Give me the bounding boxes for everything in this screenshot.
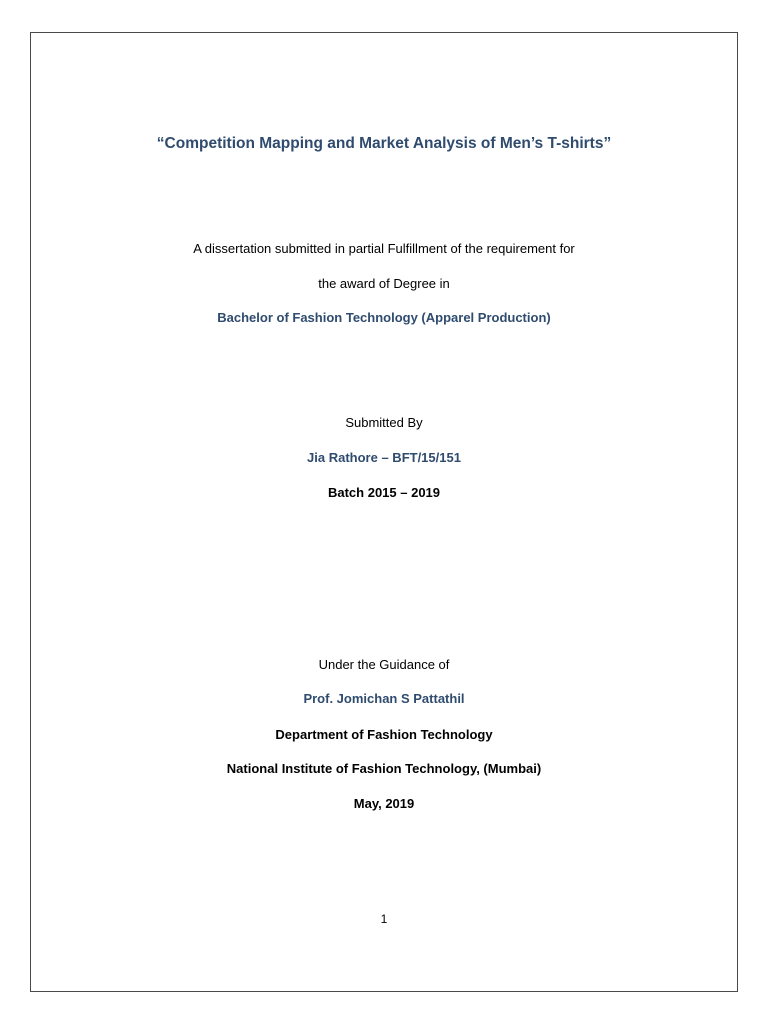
dissertation-statement-line-2: the award of Degree in [318, 276, 450, 291]
department-name: Department of Fashion Technology [275, 727, 493, 742]
submitted-by-label: Submitted By [345, 415, 423, 430]
institute-name: National Institute of Fashion Technology, (Mumbai) [226, 761, 542, 776]
page-number: 1 [380, 912, 388, 926]
guide-name: Prof. Jomichan S Pattathil [303, 691, 465, 706]
guidance-label: Under the Guidance of [318, 657, 450, 672]
author-name: Jia Rathore – BFT/15/151 [307, 450, 461, 465]
dissertation-statement-line-1: A dissertation submitted in partial Fulfillment of the requirement for [193, 241, 575, 256]
document-title: “Competition Mapping and Market Analysis of Men’s T-shirts” [156, 135, 612, 152]
degree-name: Bachelor of Fashion Technology (Apparel Production) [217, 310, 551, 325]
page-border [30, 32, 738, 992]
batch-info: Batch 2015 – 2019 [327, 485, 441, 500]
submission-date: May, 2019 [353, 796, 415, 811]
